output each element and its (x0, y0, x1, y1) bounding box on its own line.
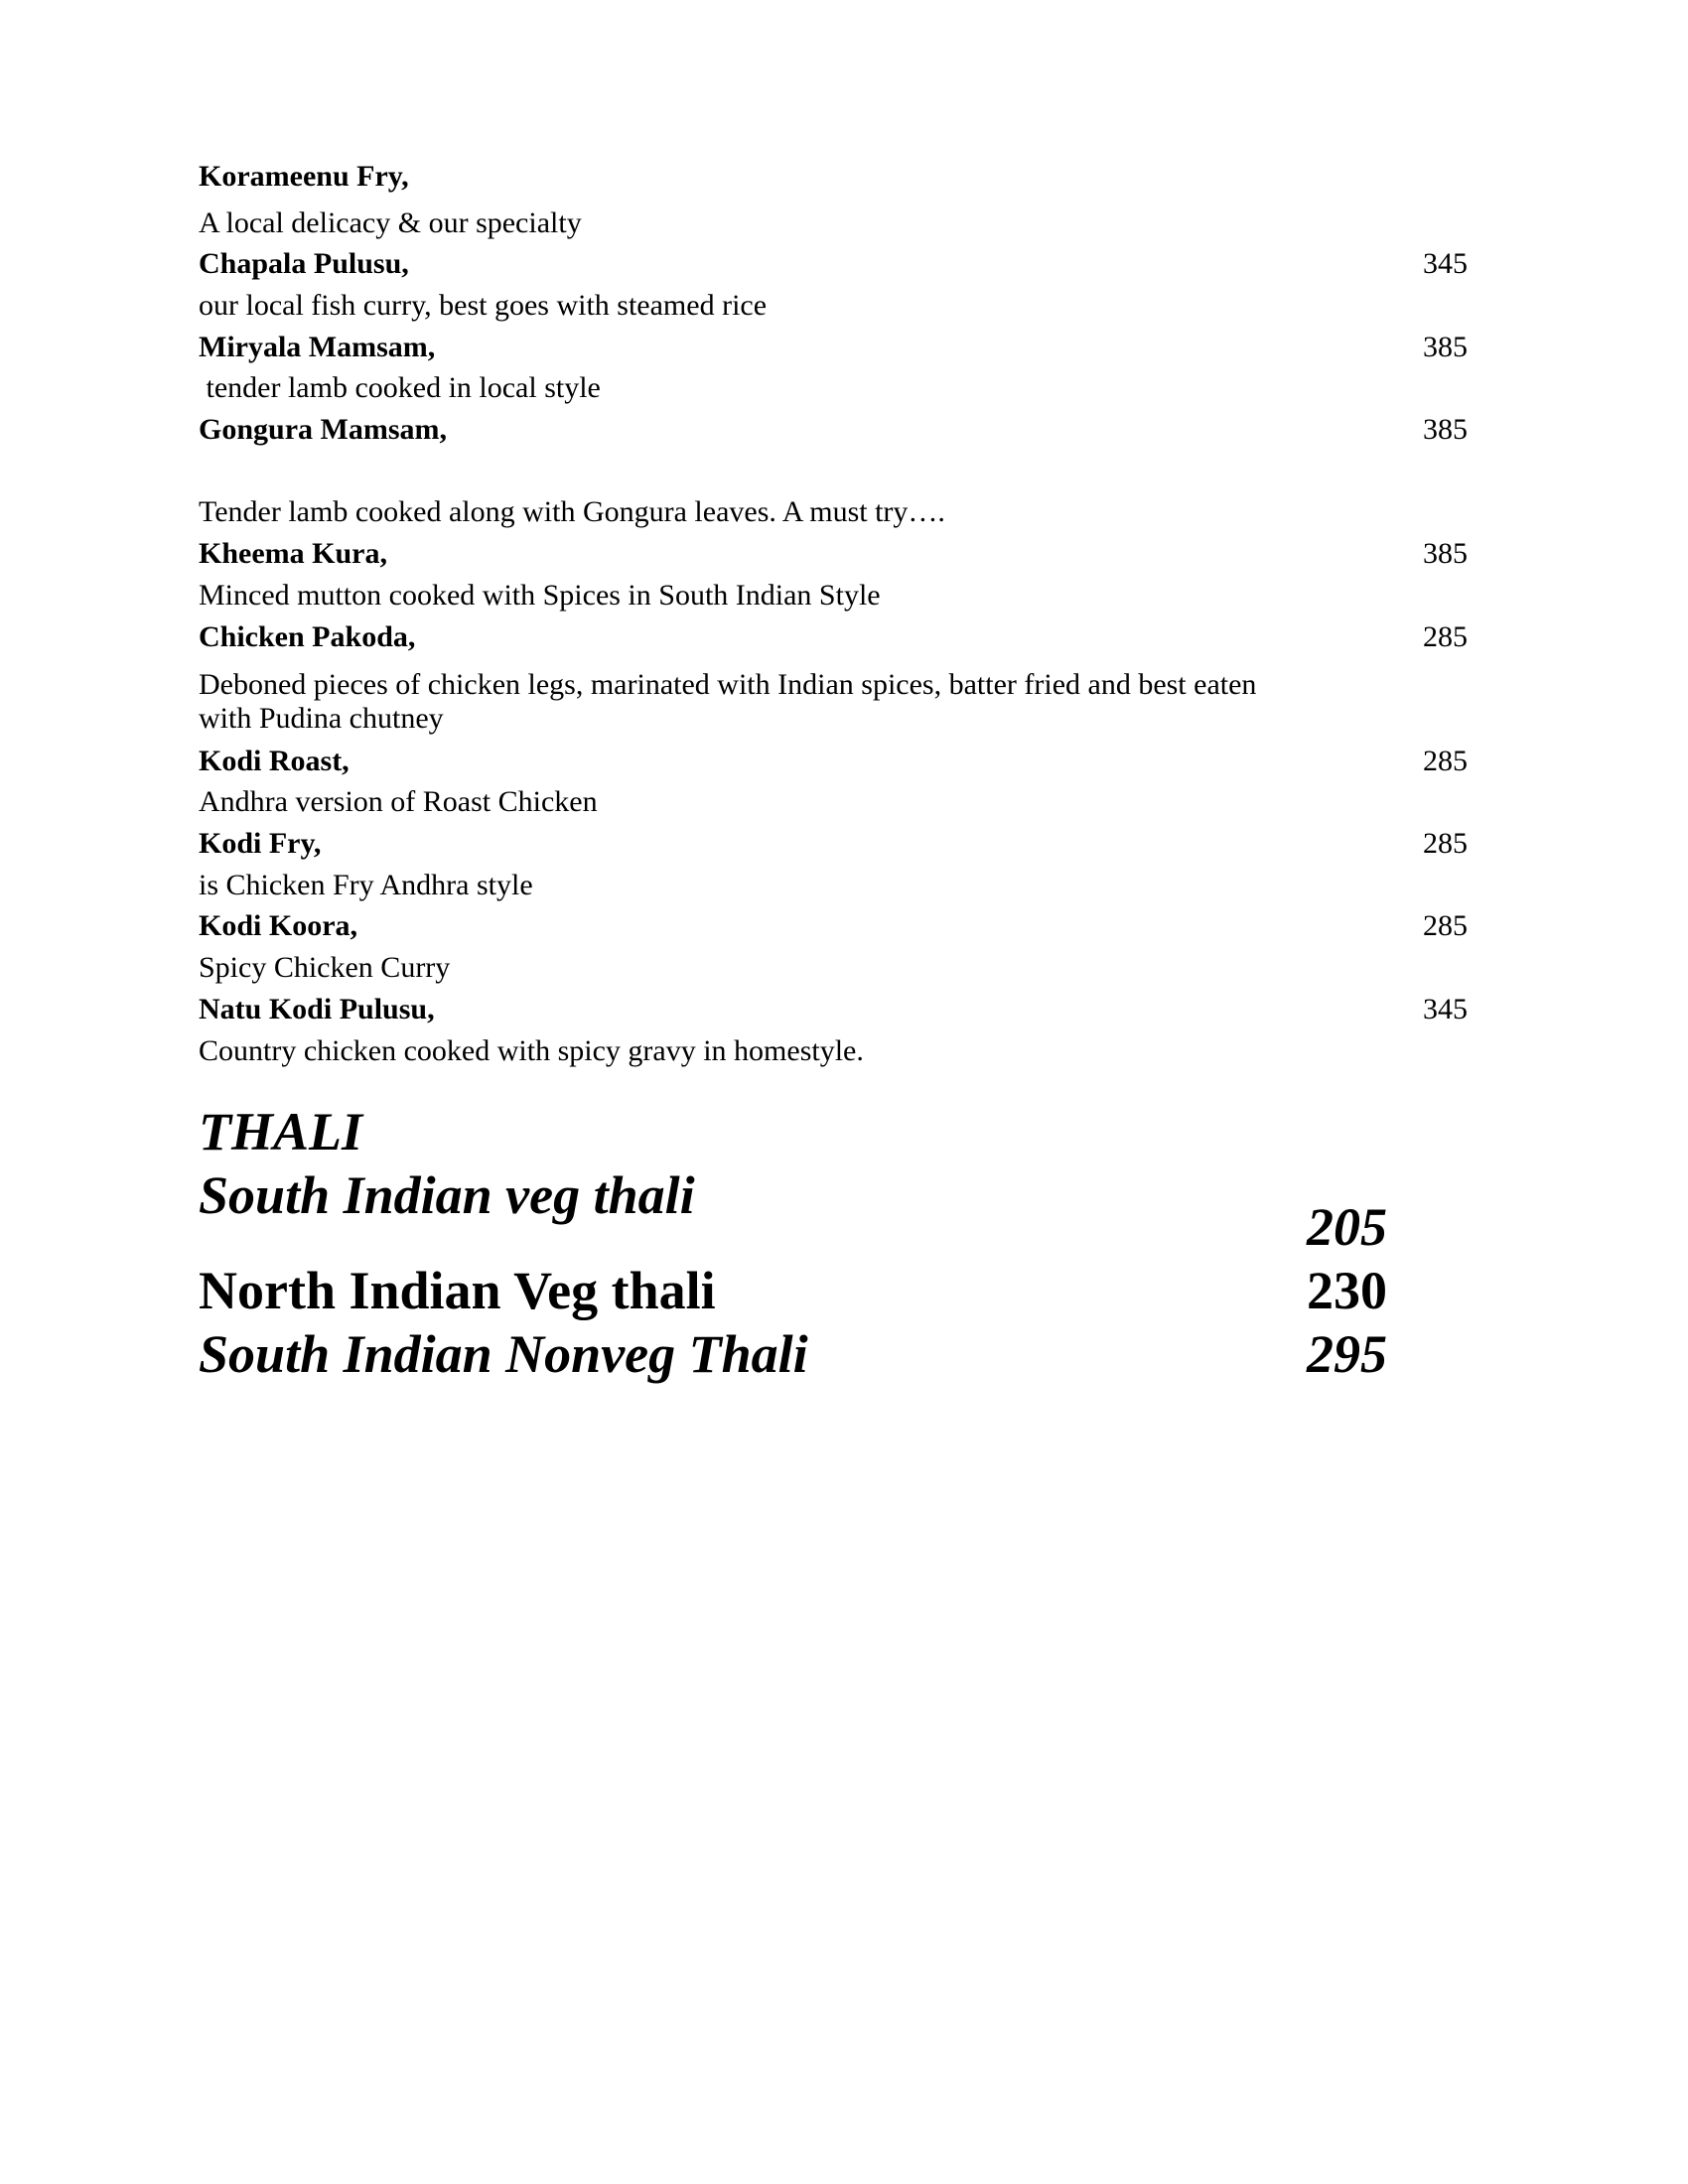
menu-item-description: Tender lamb cooked along with Gongura leaves. A must try…. (199, 495, 945, 528)
thali-item-price: 205 (1307, 1197, 1387, 1257)
menu-item-name: Miryala Mamsam, (199, 331, 436, 363)
thali-item-name: North Indian Veg thali (199, 1261, 716, 1320)
menu-item-price: 385 (1423, 537, 1468, 570)
menu-item-name: Chicken Pakoda, (199, 620, 416, 653)
menu-item-description: Deboned pieces of chicken legs, marinated with Indian spices, batter fried and best eaten (199, 668, 1257, 701)
menu-item-name: Kodi Roast, (199, 745, 350, 777)
menu-item-price: 285 (1423, 620, 1468, 653)
menu-item-description: Spicy Chicken Curry (199, 951, 451, 984)
menu-item-name: Chapala Pulusu, (199, 247, 409, 280)
thali-item-price: 230 (1307, 1261, 1387, 1320)
menu-item-name: Gongura Mamsam, (199, 413, 447, 446)
menu-item-description: tender lamb cooked in local style (199, 371, 601, 404)
menu-item-name: Kodi Koora, (199, 909, 358, 942)
thali-item-name: South Indian veg thali (199, 1165, 695, 1225)
thali-item-price: 295 (1307, 1324, 1387, 1384)
menu-item-description: Minced mutton cooked with Spices in South Indian Style (199, 579, 881, 612)
menu-item-price: 385 (1423, 331, 1468, 363)
menu-item-name: Kheema Kura, (199, 537, 387, 570)
menu-item-description: is Chicken Fry Andhra style (199, 869, 533, 901)
menu-item-name: Kodi Fry, (199, 827, 322, 860)
menu-item-price: 285 (1423, 745, 1468, 777)
menu-item-description: our local fish curry, best goes with steamed rice (199, 289, 768, 322)
menu-item-description: with Pudina chutney (199, 702, 444, 735)
thali-heading: THALI (199, 1102, 363, 1161)
menu-item-description: Country chicken cooked with spicy gravy in homestyle. (199, 1034, 864, 1067)
menu-item-description: A local delicacy & our specialty (199, 206, 582, 239)
menu-item-price: 285 (1423, 827, 1468, 860)
menu-item-price: 345 (1423, 993, 1468, 1025)
menu-item-name: Korameenu Fry, (199, 160, 409, 193)
thali-item-name: South Indian Nonveg Thali (199, 1324, 808, 1384)
menu-item-price: 385 (1423, 413, 1468, 446)
menu-item-price: 285 (1423, 909, 1468, 942)
menu-item-price: 345 (1423, 247, 1468, 280)
menu-item-name: Natu Kodi Pulusu, (199, 993, 435, 1025)
menu-item-description: Andhra version of Roast Chicken (199, 785, 598, 818)
